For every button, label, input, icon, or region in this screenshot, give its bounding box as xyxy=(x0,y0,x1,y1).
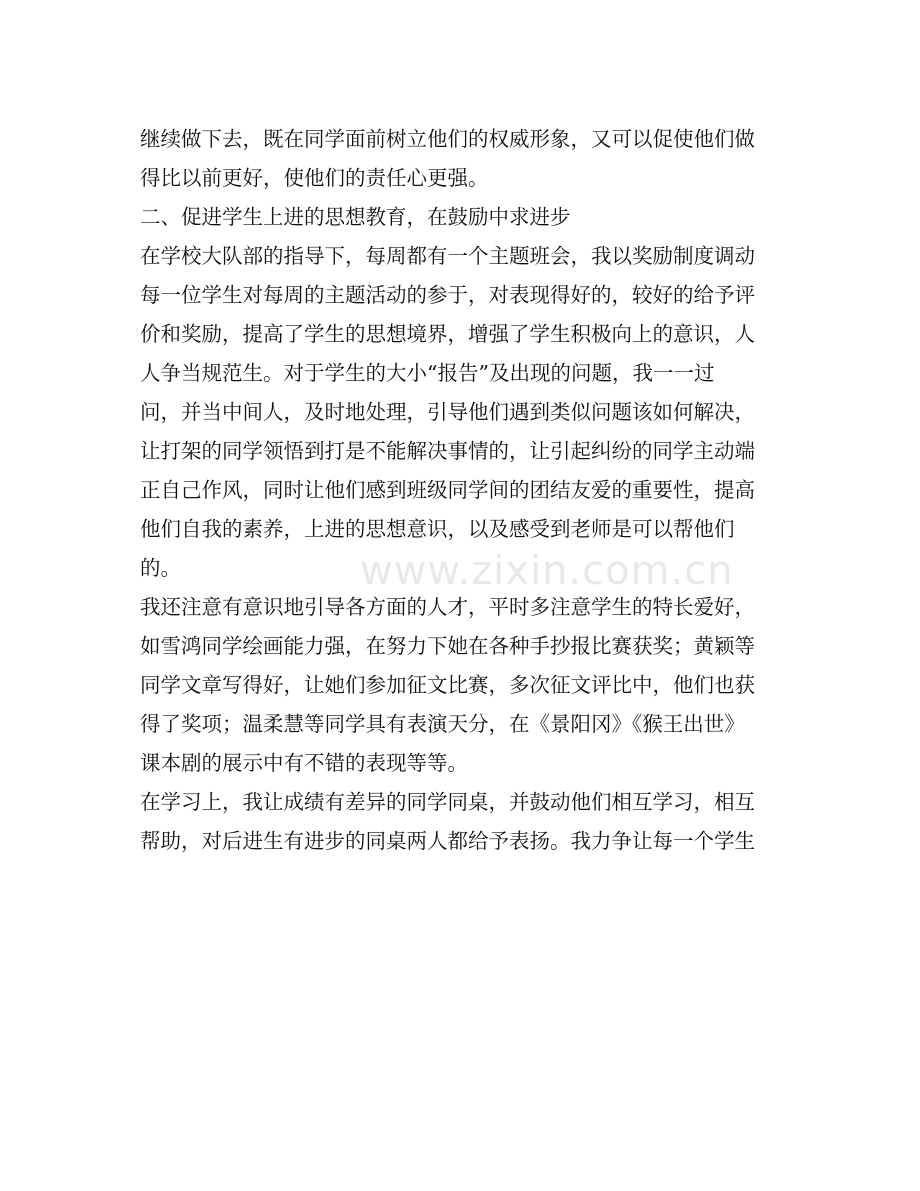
text-line-16: 得了奖项；温柔慧等同学具有表演天分，在《景阳冈》《猴王出世》 xyxy=(140,712,745,736)
text-line-1: 继续做下去，既在同学面前树立他们的权威形象，又可以促使他们做 xyxy=(140,127,755,151)
text-line-19: 帮助，对后进生有进步的同桌两人都给予表扬。我力争让每一个学生 xyxy=(140,829,755,853)
text-line-2: 得比以前更好，使他们的责任心更强。 xyxy=(140,166,489,190)
text-line-4: 在学校大队部的指导下，每周都有一个主题班会，我以奖励制度调动 xyxy=(140,244,755,268)
text-line-15: 同学文章写得好，让她们参加征文比赛，多次征文评比中，他们也获 xyxy=(140,673,755,697)
text-line-10: 正自己作风，同时让他们感到班级同学间的团结友爱的重要性，提高 xyxy=(140,478,755,502)
section-heading: 二、促进学生上进的思想教育，在鼓励中求进步 xyxy=(140,205,571,229)
text-line-18: 在学习上，我让成绩有差异的同学同桌，并鼓动他们相互学习，相互 xyxy=(140,790,755,814)
watermark: www.zixin.com.cn xyxy=(360,548,734,594)
text-line-11: 他们自我的素养，上进的思想意识，以及感受到老师是可以帮他们 xyxy=(140,517,735,541)
text-line-8: 问，并当中间人，及时地处理，引导他们遇到类似问题该如何解决， xyxy=(140,400,755,424)
text-line-5: 每一位学生对每周的主题活动的参于，对表现得好的，较好的给予评 xyxy=(140,283,755,307)
document-body xyxy=(140,120,780,861)
text-line-12: 的。 xyxy=(140,556,181,580)
text-line-13: 我还注意有意识地引导各方面的人才，平时多注意学生的特长爱好， xyxy=(140,595,755,619)
text-line-9: 让打架的同学领悟到打是不能解决事情的，让引起纠纷的同学主动端 xyxy=(140,439,755,463)
text-line-7: 人争当规范生。对于学生的大小“报告”及出现的问题，我一一过 xyxy=(140,361,715,385)
text-line-14: 如雪鸿同学绘画能力强，在努力下她在各种手抄报比赛获奖；黄颖等 xyxy=(140,634,755,658)
text-line-17: 课本剧的展示中有不错的表现等等。 xyxy=(140,751,468,775)
text-line-6: 价和奖励，提高了学生的思想境界，增强了学生积极向上的意识，人 xyxy=(140,322,755,346)
